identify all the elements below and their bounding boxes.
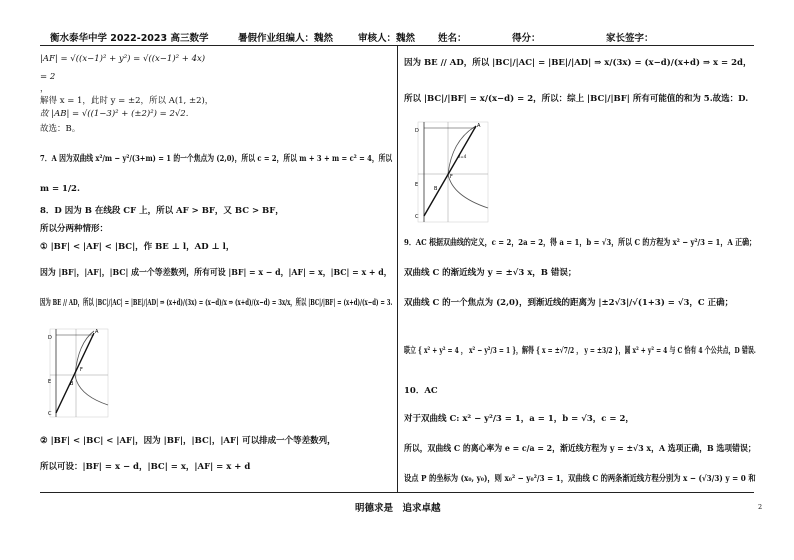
q8-case1-ratio: 因为 BE // AD，所以 |BC|/|AC| = |BE|/|AD| ⇒ (x+d)/(3x) = (x−d)/x ⇒ (x+d)/(x−d) = 3x/x，所以 |BC|/|BF| = (x+d)/(x−d) = 3.: [40, 298, 393, 308]
parabola-figure-left: [42, 325, 112, 421]
q9-line1: 9．AC 根据双曲线的定义，c = 2，2a = 2，得 a = 1，b = √3，所以 C 的方程为 x² − y²/3 = 1，A 正确；: [404, 238, 756, 248]
label-B: B: [70, 381, 74, 387]
q10-line2: 所以，双曲线 C 的离心率为 e = c/a = 2，渐近线方程为 y = ±√3 x，A 选项正确，B 选项错误；: [404, 444, 756, 454]
q7-line2: m = 1/2.: [40, 184, 80, 194]
parent-sign-label: 家长签字：: [606, 33, 654, 44]
column-divider: [397, 46, 398, 492]
compiler-label: 组编人：魏然: [276, 33, 334, 44]
q9-line2: 双曲线 C 的渐近线为 y = ±√3 x，B 错误；: [404, 268, 577, 278]
q8-case1-setup: 因为 |BF|，|AF|，|BC| 成一个等差数列，所有可设 |BF| = x − d，|AF| = x，|BC| = x + d，: [40, 268, 392, 278]
label-A: A: [95, 329, 99, 335]
label-E-right: E: [415, 182, 419, 188]
homework-label: 暑假作业: [238, 33, 277, 44]
score-field-label: 得分：: [512, 33, 541, 44]
footer-motto: 明德求是 追求卓越: [355, 503, 441, 514]
solve-x-line: 解得 x = 1，此时 y = ±2，所以 A(1, ±2)，: [40, 96, 214, 106]
answer-b: 故选：B。: [40, 124, 81, 134]
ab-length-line: 故 |AB| = √((1−3)² + (±2)²) = 2√2.: [40, 109, 189, 119]
q10-title: 10．AC: [404, 386, 438, 396]
reviewer-label: 审核人：魏然: [358, 33, 416, 44]
q10-line3: 设点 P 的坐标为 (x₀, y₀)，则 x₀² − y₀²/3 = 1，双曲线 C 的两条渐近线方程分别为 x − (√3/3) y = 0 和: [404, 474, 756, 484]
q10-line1: 对于双曲线 C: x² − y²/3 = 1，a = 1，b = √3，c = 2，: [404, 414, 634, 424]
name-field-label: 姓名：: [438, 33, 467, 44]
r-ratio-line: 因为 BE // AD，所以 |BC|/|AC| = |BE|/|AD| ⇒ x/(3x) = (x−d)/(x+d) ⇒ x = 2d，: [404, 58, 752, 68]
q8-line1: 8．D 因为 B 在线段 CF 上，所以 AF > BF，又 BC > BF，: [40, 206, 284, 216]
label-B-right: B: [434, 186, 438, 192]
page-number: 2: [758, 503, 763, 511]
q8-line2: 所以分两种情形：: [40, 224, 109, 234]
label-F-right: F: [450, 174, 453, 180]
q7-line1: 7．A 因为双曲线 x²/m − y²/(3+m) = 1 的一个焦点为 (2,0)，所以 c = 2，所以 m + 3 + m = c² = 4，所以: [40, 154, 393, 164]
label-E: E: [48, 379, 52, 385]
school-title: 衡水泰华中学 2022-2023 高三数学: [50, 33, 209, 44]
label-C-right: C: [415, 214, 419, 220]
q9-line4: 联立 { x² + y² = 4 ， x² − y²/3 = 1 }，解得 { x = ±√7/2 ， y = ±3/2 }，圆 x² + y² = 4 与 C 恰有 4 个公共点，D 错误.: [404, 346, 756, 356]
line-equation-label: x=4: [458, 154, 467, 159]
r-conclusion-line: 所以 |BC|/|BF| = x/(x−d) = 2，所以：综上 |BC|/|BF| 所有可能值的和为 5.故选：D.: [404, 94, 749, 104]
q8-case2: ② |BF| < |BC| < |AF|，因为 |BF|，|BC|，|AF| 可以排成一个等差数列，: [40, 436, 336, 446]
af-equals-2: = 2: [40, 72, 56, 82]
q9-line3: 双曲线 C 的一个焦点为 (2,0)，到渐近线的距离为 |±2√3|/√(1+3) = √3，C 正确；: [404, 298, 734, 308]
label-A-right: A: [477, 123, 481, 129]
page-header: [42, 30, 752, 44]
footer-rule: [40, 492, 754, 493]
label-D-right: D: [415, 128, 419, 134]
label-F: F: [80, 367, 83, 373]
parabola-figure-right: [410, 118, 492, 226]
q8-case2-setup: 所以可设：|BF| = x − d，|BC| = x，|AF| = x + d: [40, 462, 251, 472]
label-D: D: [48, 335, 52, 341]
q8-case1: ① |BF| < |AF| < |BC|，作 BE ⊥ l，AD ⊥ l，: [40, 242, 235, 252]
af-distance-formula: |AF| = √((x−1)² + y²) = √((x−1)² + 4x): [40, 54, 206, 64]
label-C: C: [48, 411, 52, 417]
comma: ，: [40, 84, 49, 94]
